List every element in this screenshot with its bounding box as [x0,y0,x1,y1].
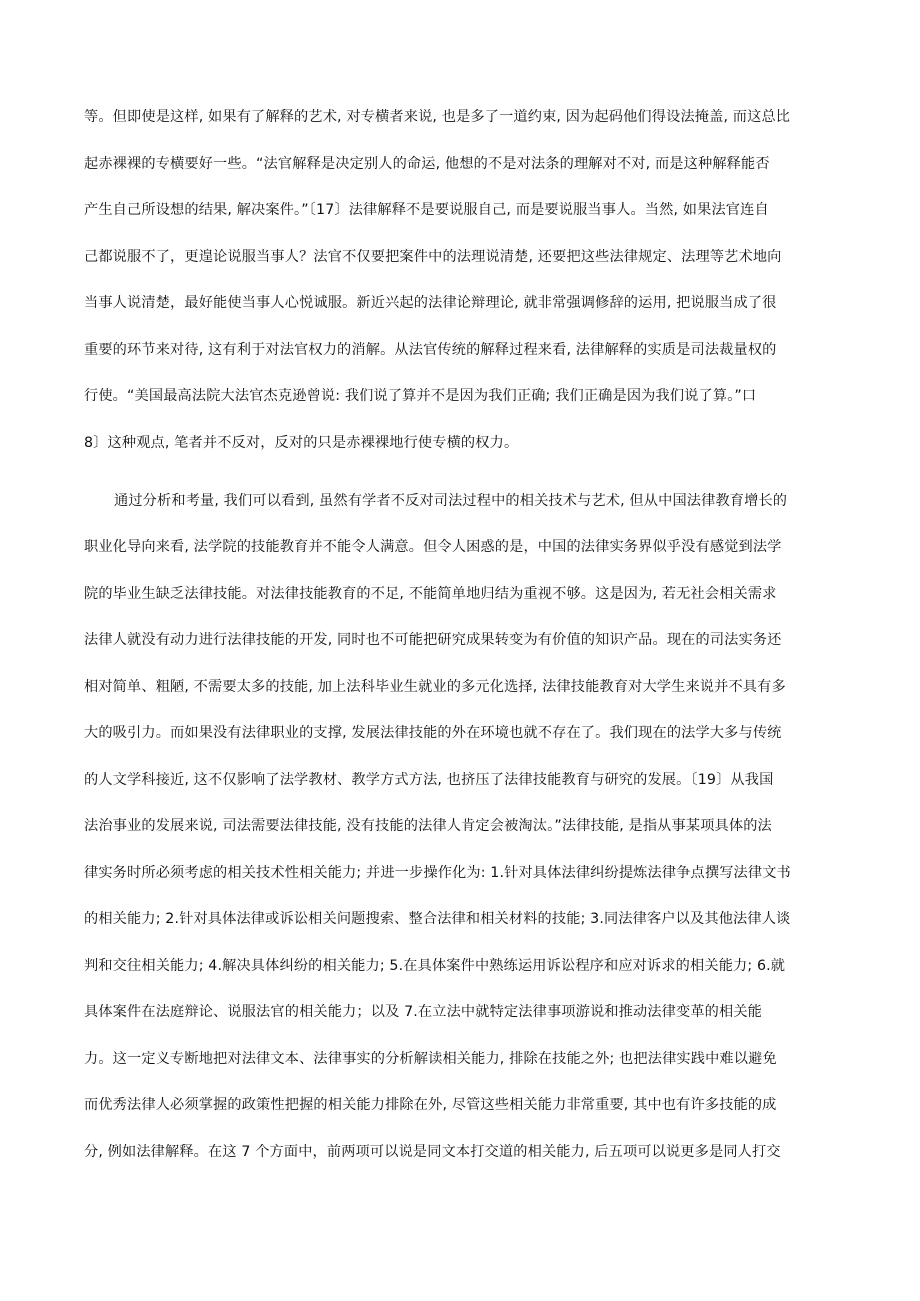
paragraph-line: 院的毕业生缺乏法律技能。对法律技能教育的不足, 不能简单地归结为重视不够。这是因为, 若无社会相关需求 [84,585,777,602]
paragraph-line: 等。但即使是这样, 如果有了解释的艺术, 对专横者来说, 也是多了一道约束, 因为起码他们得设法掩盖, 而这总比 [84,109,791,125]
paragraph-line: 职业化导向来看, 法学院的技能教育并不能令人满意。但令人困惑的是，中国的法律实务界似乎没有感觉到法学 [84,539,782,555]
paragraph-line: 法治事业的发展来说, 司法需要法律技能, 没有技能的法律人肯定会被淘汰。”法律技能, 是指从事某项具体的法 [84,818,772,834]
paragraph-line: 判和交往相关能力; 4.解决具体纠纷的相关能力; 5.在具体案件中熟练运用诉讼程序和应对诉求的相关能力; 6.就 [84,957,786,974]
paragraph-line: 力。这一定义专断地把对法律文本、法律事实的分析解读相关能力, 排除在技能之外; 也把法律实践中难以避免 [84,1050,777,1067]
paragraph-line: 分, 例如法律解释。在这 7 个方面中，前两项可以说是同文本打交道的相关能力, 后五项可以说更多是同人打交 [84,1143,781,1160]
paragraph-line: 通过分析和考量, 我们可以看到, 虽然有学者不反对司法过程中的相关技术与艺术, 但从中国法律教育增长的 [114,492,788,509]
paragraph-line: 8〕这种观点, 笔者并不反对，反对的只是赤裸裸地行使专横的权力。 [84,434,519,451]
paragraph-line: 当事人说清楚，最好能使当事人心悦诚服。新近兴起的法律论辩理论, 就非常强调修辞的运用, 把说服当成了很 [84,295,777,311]
paragraph-line: 起赤裸裸的专横要好一些。“法官解释是决定别人的命运, 他想的不是对法条的理解对不对, 而是这种解释能否 [84,155,770,172]
paragraph-line: 具体案件在法庭辩论、说服法官的相关能力；以及 7.在立法中就特定法律事项游说和推动法律变革的相关能 [84,1004,763,1020]
paragraph-line: 产生自己所设想的结果, 解决案件。”〔17〕法律解释不是要说服自己, 而是要说服当事人。当然, 如果法官连自 [84,202,769,218]
paragraph-line: 的相关能力; 2.针对具体法律或诉讼相关问题搜索、整合法律和相关材料的技能; 3.同法律客户以及其他法律人谈 [84,911,791,927]
paragraph-line: 法律人就没有动力进行法律技能的开发, 同时也不可能把研究成果转变为有价值的知识产品。现在的司法实务还 [84,632,782,648]
document-page [84,104,832,1165]
paragraph-line: 的人文学科接近, 这不仅影响了法学教材、教学方式方法, 也挤压了法律技能教育与研究的发展。〔19〕从我国 [84,771,774,788]
paragraph-line: 律实务时所必须考虑的相关技术性相关能力; 并进一步操作化为: 1.针对具体法律纠纷提炼法律争点撰写法律文书 [84,864,791,881]
paragraph-spacer [84,456,832,488]
paragraph-line: 相对简单、粗陋, 不需要太多的技能, 加上法科毕业生就业的多元化选择, 法律技能教育对大学生来说并不具有多 [84,678,786,695]
paragraph-2 [84,488,832,1165]
paragraph-line: 大的吸引力。而如果没有法律职业的支撑, 发展法律技能的外在环境也就不存在了。我们现在的法学大多与传统 [84,725,782,741]
paragraph-line: 重要的环节来对待, 这有利于对法官权力的消解。从法官传统的解释过程来看, 法律解释的实质是司法裁量权的 [84,341,777,358]
paragraph-1 [84,104,832,456]
paragraph-line: 而优秀法律人必须掌握的政策性把握的相关能力排除在外, 尽管这些相关能力非常重要, 其中也有许多技能的成 [84,1097,777,1113]
paragraph-line: 行使。“美国最高法院大法官杰克逊曾说: 我们说了算并不是因为我们正确; 我们正确是因为我们说了算。”口 [84,388,757,404]
paragraph-line: 己都说服不了，更遑论说服当事人？法官不仅要把案件中的法理说清楚, 还要把这些法律规定、法理等艺术地向 [84,248,782,265]
